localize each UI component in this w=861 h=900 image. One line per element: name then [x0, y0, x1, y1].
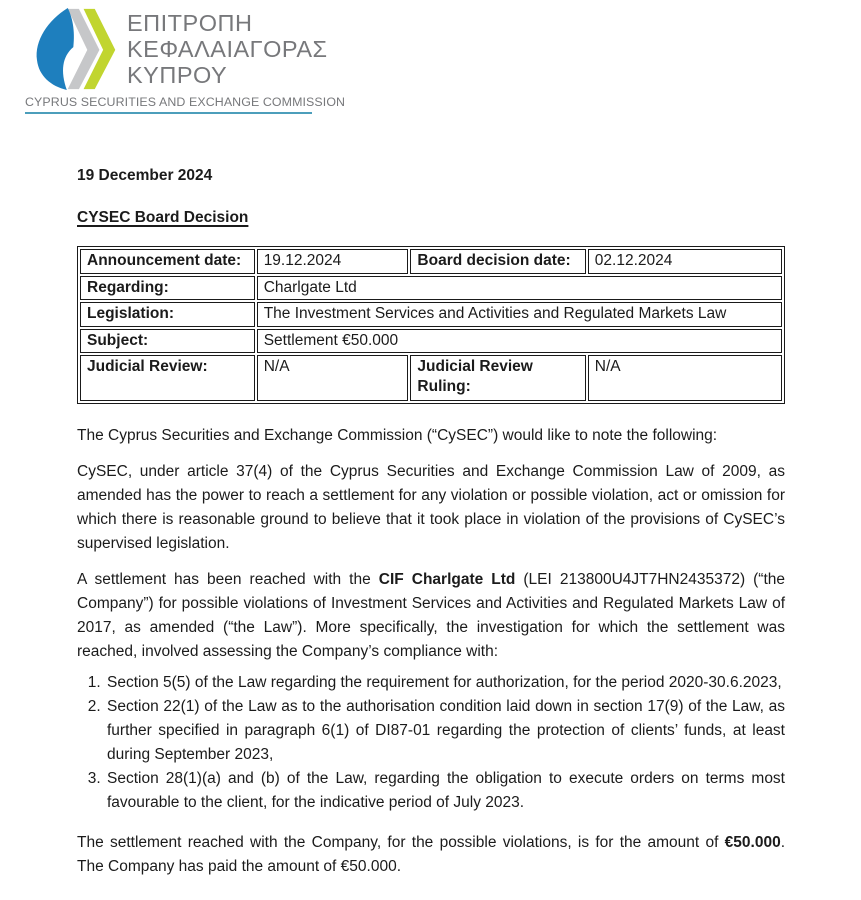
table-row-regarding: [80, 276, 782, 301]
closing-paragraph-pre: The settlement reached with the Company, for the possible violations, is for the amount of: [77, 834, 725, 851]
announcement-date-value: 19.12.2024: [257, 249, 409, 274]
table-row-judicial-review: [80, 355, 782, 401]
intro-paragraph: The Cyprus Securities and Exchange Commission (“CySEC”) would like to note the following:: [77, 427, 718, 444]
subject-label: Subject:: [80, 329, 255, 354]
regarding-label: Regarding:: [80, 276, 255, 301]
company-name-bold: CIF Charlgate Ltd: [378, 571, 516, 588]
judicial-review-label: Judicial Review:: [80, 355, 255, 401]
list-item-violation-3: 3. Section 28(1)(a) and (b) of the Law, regarding the obligation to execute orders on terms most favourable to the client, for the indicative period of July 2023.: [105, 767, 785, 815]
document-date: 19 December 2024: [77, 167, 213, 184]
list-item-violation-1: 1. Section 5(5) of the Law regarding the requirement for authorization, for the period 2020-30.6.2023,: [105, 671, 785, 695]
logo-greek-line-2: ΚΕΦΑΛΑΙΑΓΟΡΑΣ: [127, 36, 328, 62]
legislation-label: Legislation:: [80, 302, 255, 327]
judicial-review-value: N/A: [257, 355, 409, 401]
legislation-value: The Investment Services and Activities and Regulated Markets Law: [257, 302, 782, 327]
table-row-announcement: [80, 249, 782, 274]
closing-paragraph-post: . The Company has paid the amount of €50.000.: [77, 834, 785, 875]
announcement-date-label: Announcement date:: [80, 249, 255, 274]
logo-greek-line-3: ΚΥΠΡΟΥ: [127, 62, 228, 88]
document-content: [77, 163, 785, 879]
logo-greek-line-1: ΕΠΙΤΡΟΠΗ: [127, 10, 253, 36]
violations-list: [77, 671, 785, 815]
document-title: CYSEC Board Decision: [77, 209, 249, 226]
board-decision-date-label: Board decision date:: [410, 249, 585, 274]
logo-underline-rule: [25, 112, 312, 114]
cysec-logo: [25, 8, 346, 114]
closing-paragraph: [77, 831, 785, 879]
cysec-logo-icon: [25, 8, 117, 90]
decision-info-table: [77, 246, 785, 404]
table-row-subject: [80, 329, 782, 354]
judicial-review-ruling-label: Judicial Review Ruling:: [410, 355, 585, 401]
board-decision-date-value: 02.12.2024: [588, 249, 782, 274]
settlement-amount-bold: €50.000: [724, 834, 781, 851]
power-paragraph: CySEC, under article 37(4) of the Cyprus Securities and Exchange Commission Law of 2009, as amended has the power to reach a settlement for any violation or possible violation, act or omission for which there is reasonable ground to believe that it took place in violation of the provisions of CySEC’s supervised legislation.: [77, 463, 785, 552]
list-item-violation-2: 2. Section 22(1) of the Law as to the authorisation condition laid down in section 17(9) of the Law, as further specified in paragraph 6(1) of DI87-01 regarding the protection of clients’ funds, at least during September 2023,: [105, 695, 785, 767]
settlement-paragraph-post: (LEI 213800U4JT7HN2435372) (“the Company”) for possible violations of Investment Services and Activities and Regulated Markets Law of 2017, as amended (“the Law”). More specifically, the investigation for which the settlement was reached, involved assessing the Company’s compliance with:: [77, 571, 786, 660]
table-row-legislation: [80, 302, 782, 327]
judicial-review-ruling-value: N/A: [588, 355, 782, 401]
subject-value: Settlement €50.000: [257, 329, 782, 354]
settlement-paragraph-pre: A settlement has been reached with the: [77, 571, 379, 588]
logo-english-caption: CYPRUS SECURITIES AND EXCHANGE COMMISSION: [25, 95, 346, 109]
settlement-paragraph: [77, 568, 785, 664]
regarding-value: Charlgate Ltd: [257, 276, 782, 301]
logo-greek-text: [127, 10, 328, 88]
